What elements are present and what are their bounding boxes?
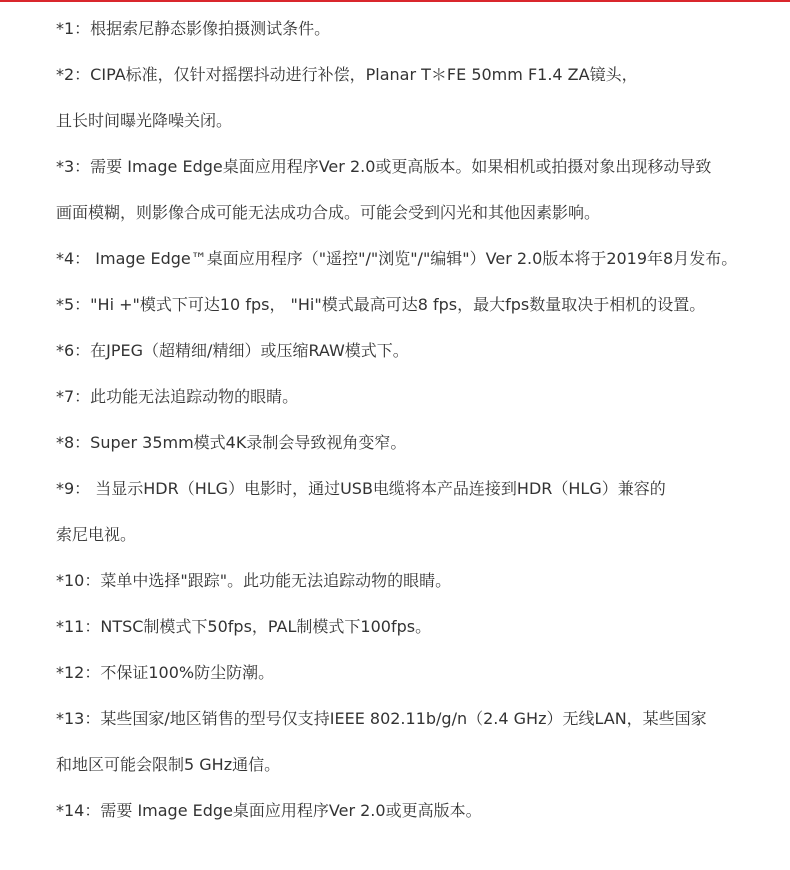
footnote-line: *6：在JPEG（超精细/精细）或压缩RAW模式下。 [56, 341, 409, 360]
footnote-line: *4： Image Edge™桌面应用程序（"遥控"/"浏览"/"编辑"）Ver 2.0版本将于2019年8月发布。 [56, 249, 738, 268]
footnote-7 [56, 374, 776, 420]
footnote-line: *10：菜单中选择"跟踪"。此功能无法追踪动物的眼睛。 [56, 571, 452, 590]
footnote-line: *3：需要 Image Edge桌面应用程序Ver 2.0或更高版本。如果相机或拍摄对象出现移动导致 [56, 157, 712, 176]
footnote-14 [56, 788, 776, 834]
footnote-line: *1：根据索尼静态影像拍摄测试条件。 [56, 19, 331, 38]
footnote-12 [56, 650, 776, 696]
footnote-8 [56, 420, 776, 466]
footnote-line: 画面模糊，则影像合成可能无法成功合成。可能会受到闪光和其他因素影响。 [56, 203, 601, 222]
footnote-10 [56, 558, 776, 604]
footnote-line: *2：CIPA标准，仅针对摇摆抖动进行补偿，Planar T＊FE 50mm F1.4 ZA镜头， [56, 65, 638, 84]
footnote-6 [56, 328, 776, 374]
footnote-line: 和地区可能会限制5 GHz通信。 [56, 755, 281, 774]
footnote-3 [56, 144, 776, 236]
footnote-5 [56, 282, 776, 328]
footnote-line: *7：此功能无法追踪动物的眼睛。 [56, 387, 299, 406]
footnote-2 [56, 52, 776, 144]
footnote-line: 且长时间曝光降噪关闭。 [56, 111, 233, 130]
top-accent-rule [0, 0, 790, 2]
footnote-line: 索尼电视。 [56, 525, 137, 544]
footnote-9 [56, 466, 776, 558]
footnote-line: *13：某些国家/地区销售的型号仅支持IEEE 802.11b/g/n（2.4 GHz）无线LAN，某些国家 [56, 709, 707, 728]
footnote-line: *11：NTSC制模式下50fps，PAL制模式下100fps。 [56, 617, 432, 636]
footnote-4 [56, 236, 776, 282]
footnote-1 [56, 6, 776, 52]
footnote-line: *9： 当显示HDR（HLG）电影时，通过USB电缆将本产品连接到HDR（HLG）兼容的 [56, 479, 666, 498]
footnote-line: *12：不保证100%防尘防潮。 [56, 663, 275, 682]
footnote-13 [56, 696, 776, 788]
footnote-line: *5："Hi +"模式下可达10 fps， "Hi"模式最高可达8 fps，最大fps数量取决于相机的设置。 [56, 295, 706, 314]
footnote-11 [56, 604, 776, 650]
footnote-line: *14：需要 Image Edge桌面应用程序Ver 2.0或更高版本。 [56, 801, 482, 820]
footnote-line: *8：Super 35mm模式4K录制会导致视角变窄。 [56, 433, 407, 452]
footnote-list [56, 6, 776, 834]
